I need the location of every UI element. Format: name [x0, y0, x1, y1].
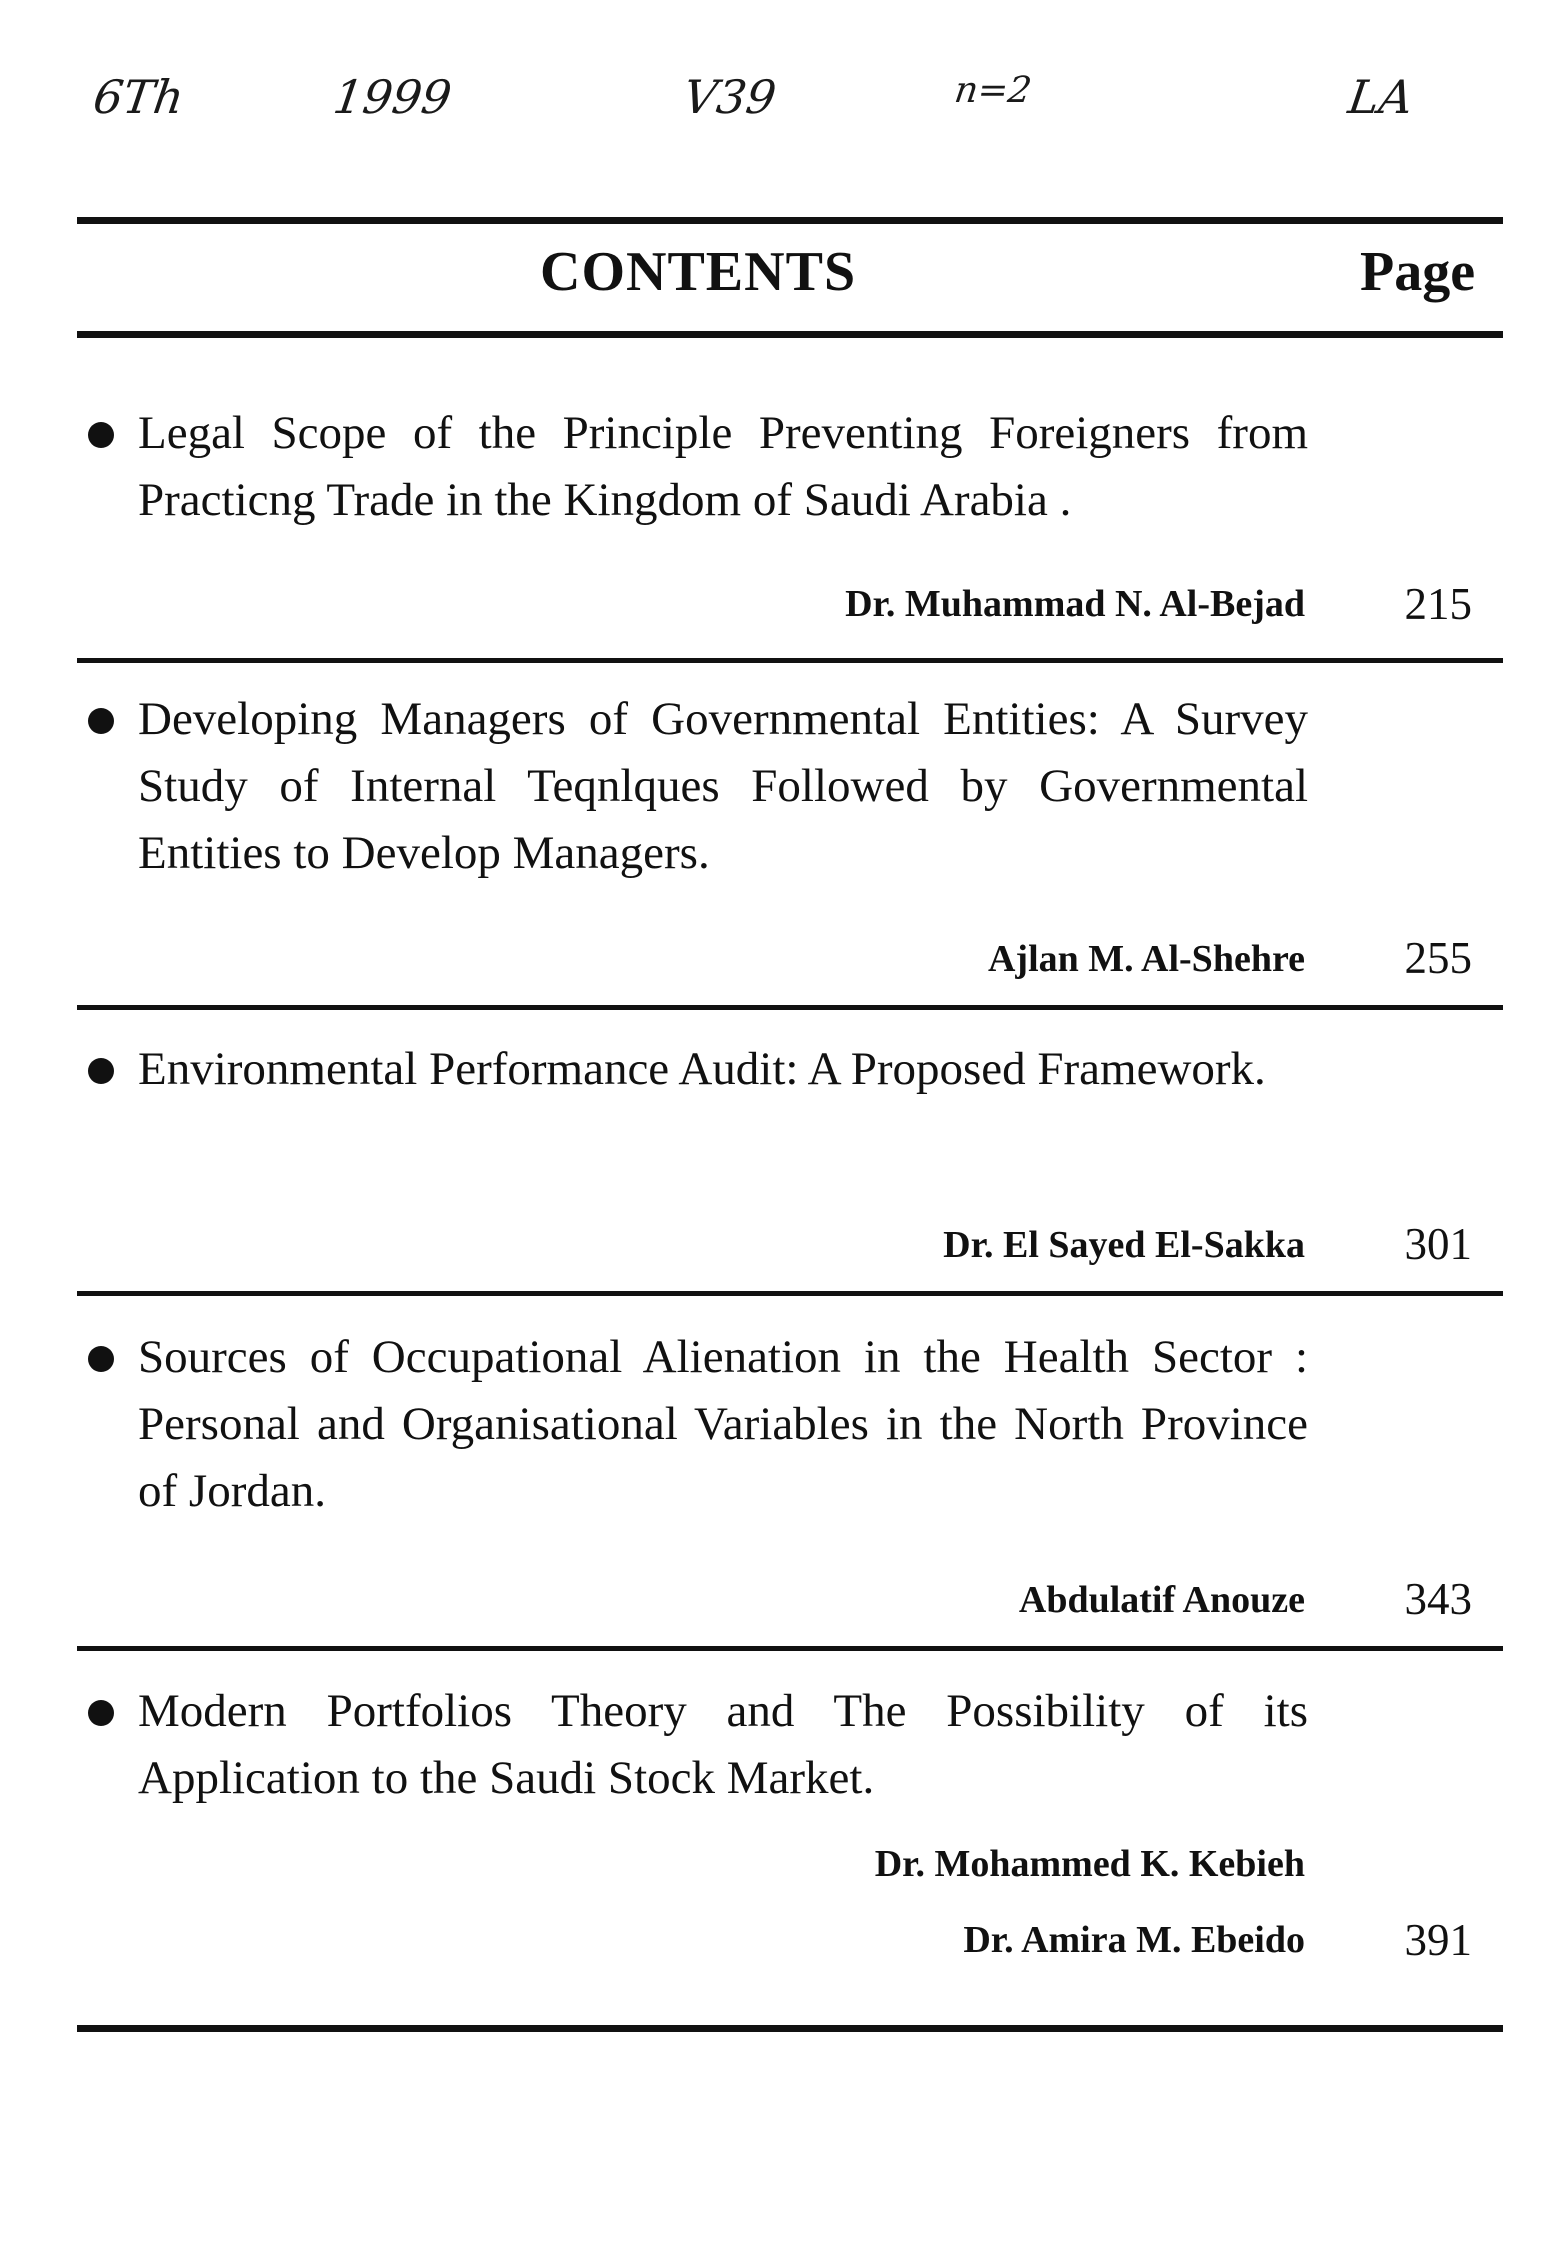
page-number: 391 — [1404, 1915, 1472, 1965]
article-title: Sources of Occupational Alienation in the Health Sector : Personal and Organisational Variables in the North Province of Jordan. — [138, 1331, 1308, 1517]
article-author: Dr. Mohammed K. Kebieh — [874, 1843, 1305, 1885]
entry-divider — [77, 658, 1503, 663]
handwritten-annotation — [72, 70, 1487, 180]
entry-divider — [77, 1005, 1503, 1010]
entry-divider — [77, 1291, 1503, 1296]
article-author: Ajlan M. Al-Shehre — [987, 938, 1305, 980]
page-number: 301 — [1404, 1219, 1472, 1269]
page-number: 215 — [1404, 579, 1472, 629]
page-column-heading: Page — [1360, 241, 1476, 303]
handwritten-note-year: 1999 — [330, 70, 455, 124]
article-author: Dr. El Sayed El-Sakka — [943, 1224, 1305, 1266]
bullet-icon — [88, 1700, 114, 1726]
article-author: Abdulatif Anouze — [1018, 1579, 1305, 1621]
article-title: Environmental Performance Audit: A Proposed Framework. — [138, 1043, 1266, 1095]
article-title: Modern Portfolios Theory and The Possibility of its Application to the Saudi Stock Market. — [138, 1685, 1308, 1804]
bullet-icon — [88, 1346, 114, 1372]
article-title: Legal Scope of the Principle Preventing Foreigners from Practicng Trade in the Kingdom of Saudi Arabia . — [138, 407, 1308, 526]
entry-divider — [77, 1646, 1503, 1651]
article-author: Dr. Amira M. Ebeido — [963, 1919, 1305, 1961]
footer-rule — [77, 2025, 1503, 2032]
handwritten-note-code: LA — [1345, 70, 1417, 124]
article-author: Dr. Muhammad N. Al-Bejad — [845, 583, 1305, 625]
header-top-rule — [77, 217, 1503, 224]
handwritten-note-volume: V39 — [680, 70, 780, 124]
bullet-icon — [88, 422, 114, 448]
article-title: Developing Managers of Governmental Entities: A Survey Study of Internal Teqnlques Followed by Governmental Entities to Develop Managers. — [138, 693, 1308, 879]
page-number: 343 — [1404, 1574, 1472, 1624]
handwritten-note-1: 6Th — [90, 70, 188, 124]
page-number: 255 — [1404, 933, 1472, 983]
handwritten-note-number: n=2 — [951, 70, 1034, 111]
bullet-icon — [88, 1058, 114, 1084]
bullet-icon — [88, 708, 114, 734]
header-bottom-rule — [77, 331, 1503, 338]
contents-heading: CONTENTS — [540, 241, 857, 303]
